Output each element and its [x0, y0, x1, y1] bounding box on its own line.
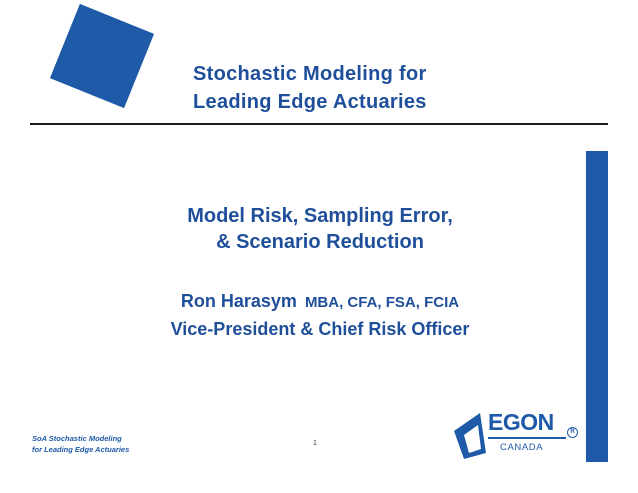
- slide-header-title: [193, 60, 427, 116]
- page-number: 1: [313, 440, 317, 447]
- footer-line2: for Leading Edge Actuaries: [32, 445, 130, 454]
- logo-country: CANADA: [500, 442, 544, 453]
- registered-icon: R: [567, 427, 578, 438]
- header-title-line1: Stochastic Modeling for: [193, 63, 427, 85]
- author-role: Vice-President & Chief Risk Officer: [170, 319, 470, 339]
- author-line: [110, 289, 530, 315]
- author-credentials: MBA, CFA, FSA, FCIA: [304, 294, 460, 311]
- header-divider: [30, 123, 608, 125]
- logo-wordmark: EGON: [488, 409, 554, 435]
- subtitle-line2: & Scenario Reduction: [216, 231, 424, 253]
- decorative-side-bar: [586, 151, 608, 462]
- logo-underline: [488, 437, 566, 439]
- subtitle-line1: Model Risk, Sampling Error,: [187, 205, 453, 227]
- footer-line1: SoA Stochastic Modeling: [32, 434, 122, 443]
- slide-footer: [32, 433, 129, 455]
- decorative-diamond: [50, 4, 154, 108]
- header-title-line2: Leading Edge Actuaries: [193, 91, 427, 113]
- author-name: Ron Harasym: [180, 291, 297, 311]
